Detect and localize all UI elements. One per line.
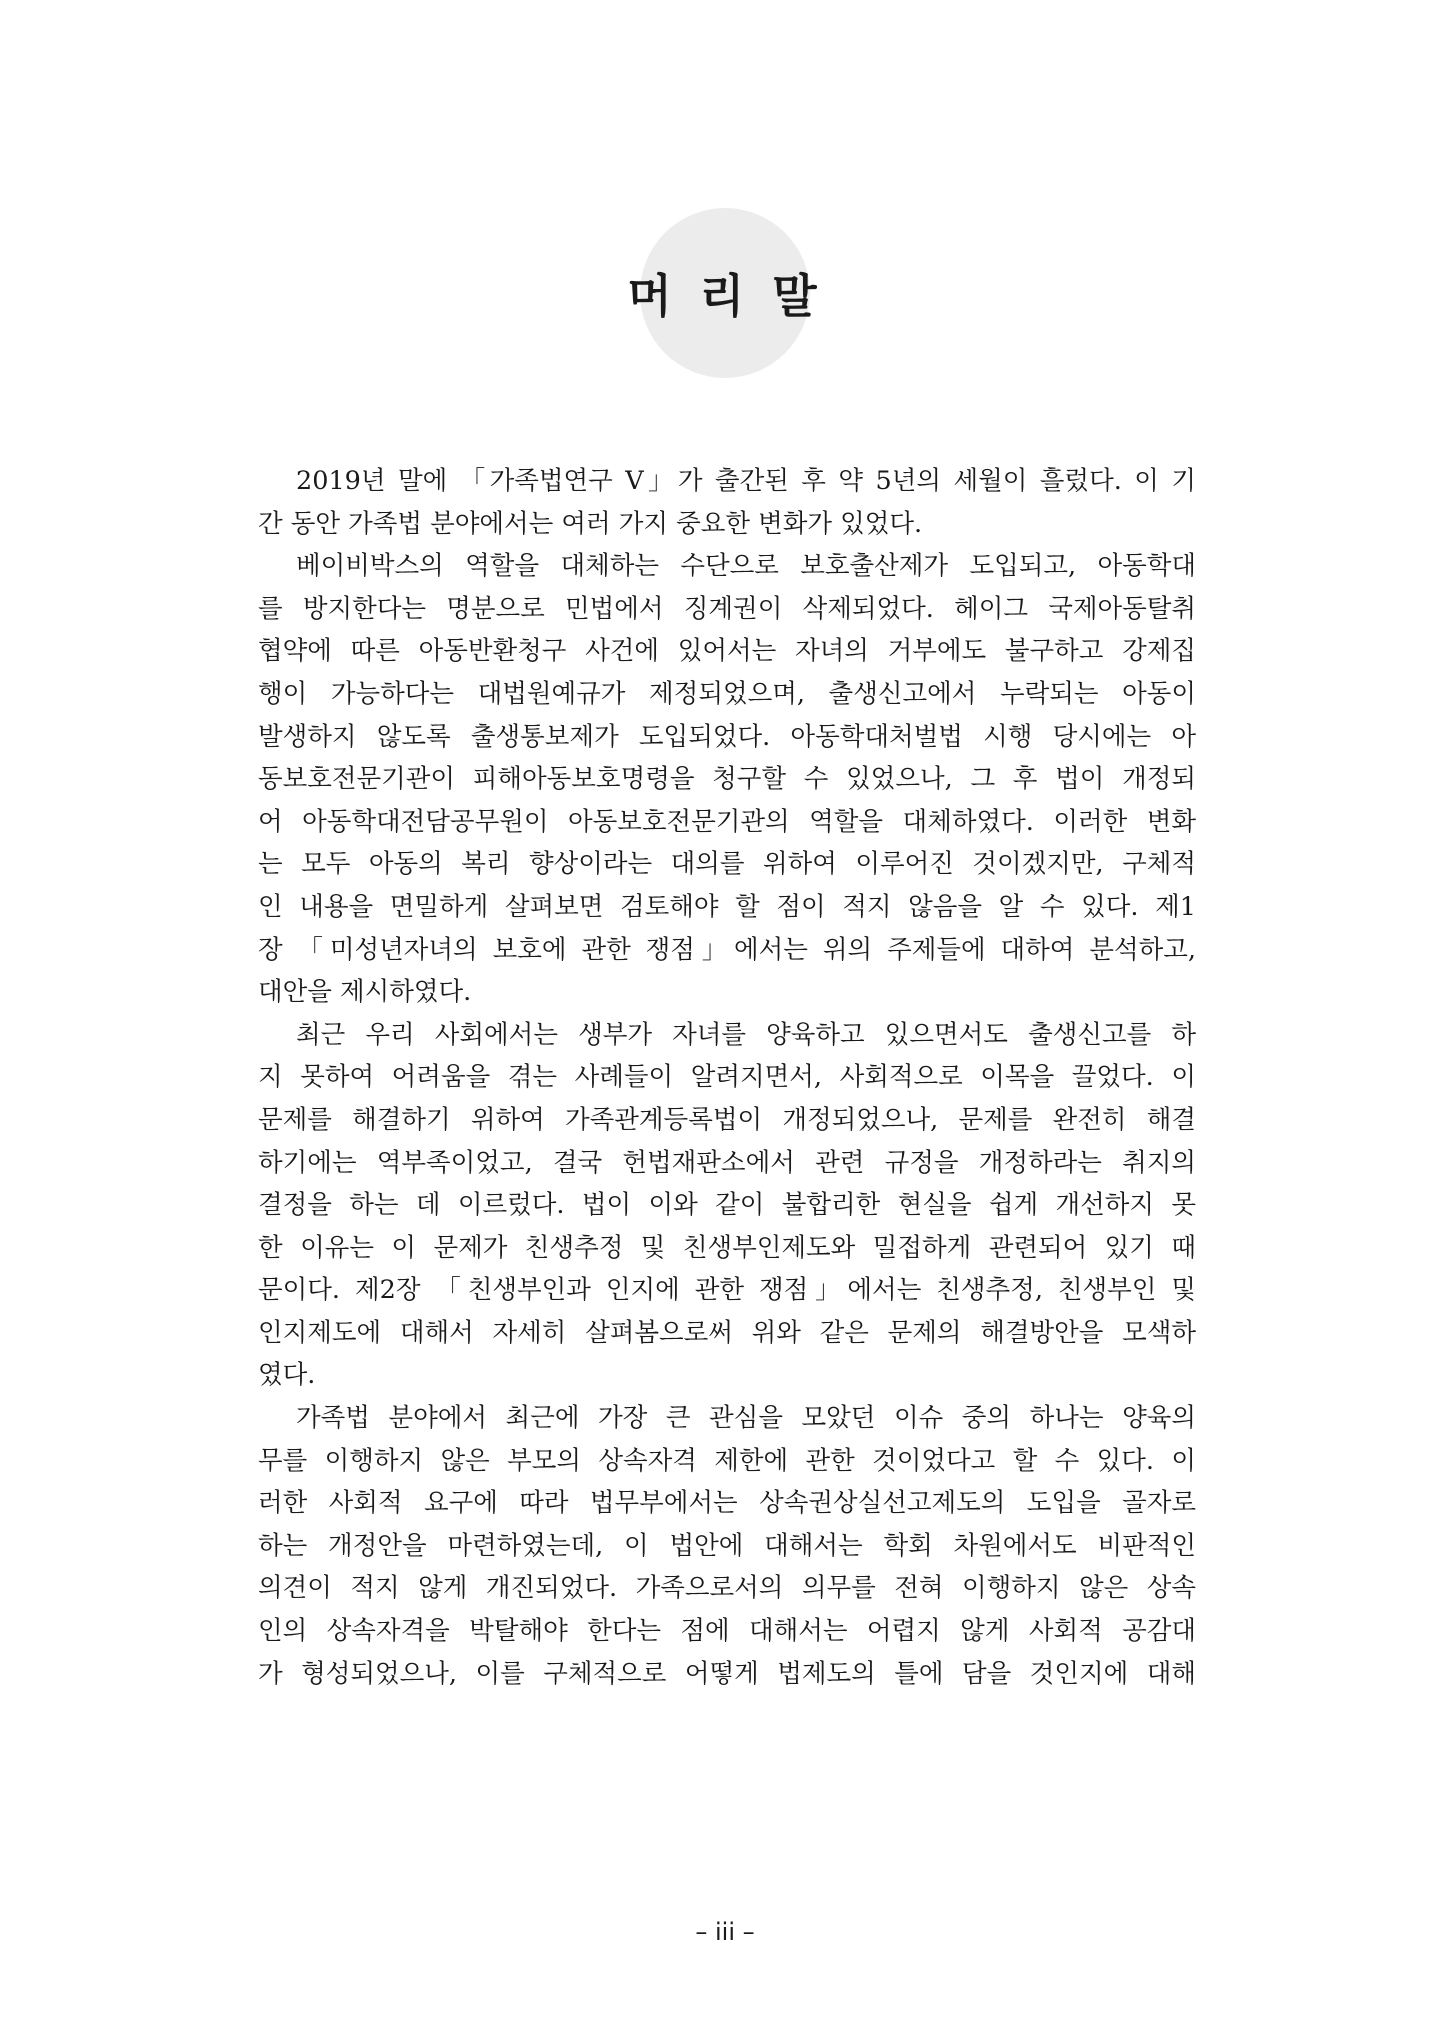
text-line: 무를 이행하지 않은 부모의 상속자격 제한에 관한 것이었다고 할 수 있다. 이 [258,1445,1196,1476]
text-line: 인지제도에 대해서 자세히 살펴봄으로써 위와 같은 문제의 해결방안을 모색하 [258,1317,1196,1348]
text-line: 문이다. 제2장 「친생부인과 인지에 관한 쟁점」에서는 친생추정, 친생부인 및 [258,1275,1196,1306]
title-circle [627,208,823,378]
text-line: 대안을 제시하였다. [258,977,472,1008]
text-line: 하는 개정안을 마련하였는데, 이 법안에 대해서는 학회 차원에서도 비판적인 [258,1530,1196,1561]
text-line: 행이 가능하다는 대법원예규가 제정되었으며, 출생신고에서 누락되는 아동이 [258,678,1196,709]
text-line: 베이비박스의 역할을 대체하는 수단으로 보호출산제가 도입되고, 아동학대 [296,551,1196,582]
text-line: 인 내용을 면밀하게 살펴보면 검토해야 할 점이 적지 않음을 알 수 있다. 제1 [258,891,1196,922]
text-line: 어 아동학대전담공무원이 아동보호전문기관의 역할을 대체하였다. 이러한 변화 [258,806,1196,837]
text-line: 장 「미성년자녀의 보호에 관한 쟁점」에서는 위의 주제들에 대하여 분석하고, [258,934,1196,965]
text-line: 였다. [258,1360,316,1391]
paragraph [258,460,1196,545]
body-text [258,460,1196,1695]
text-line: 가 형성되었으나, 이를 구체적으로 어떻게 법제도의 틀에 담을 것인지에 대해 [258,1658,1196,1689]
text-line: 문제를 해결하기 위하여 가족관계등록법이 개정되었으나, 문제를 완전히 해결 [258,1104,1196,1135]
text-line: 하기에는 역부족이었고, 결국 헌법재판소에서 관련 규정을 개정하라는 취지의 [258,1147,1196,1178]
text-line: 발생하지 않도록 출생통보제가 도입되었다. 아동학대처벌법 시행 당시에는 아 [258,721,1196,752]
text-line: 한 이유는 이 문제가 친생추정 및 친생부인제도와 밀접하게 관련되어 있기 때 [258,1232,1196,1263]
text-line: 2019년 말에 「가족법연구 V」가 출간된 후 약 5년의 세월이 흘렀다. 이 기 [296,466,1196,496]
page-number: – iii – [695,1918,755,1946]
text-line: 간 동안 가족법 분야에서는 여러 가지 중요한 변화가 있었다. [258,508,923,539]
text-line: 러한 사회적 요구에 따라 법무부에서는 상속권상실선고제도의 도입을 골자로 [258,1488,1196,1519]
paragraph [258,545,1196,1014]
text-line: 의견이 적지 않게 개진되었다. 가족으로서의 의무를 전혀 이행하지 않은 상속 [258,1573,1196,1604]
paragraph [258,1014,1196,1397]
text-line: 인의 상속자격을 박탈해야 한다는 점에 대해서는 어렵지 않게 사회적 공감대 [258,1616,1196,1647]
page-title: 머 리 말 [627,269,823,323]
text-line: 가족법 분야에서 최근에 가장 큰 관심을 모았던 이슈 중의 하나는 양육의 [296,1403,1196,1434]
text-line: 는 모두 아동의 복리 향상이라는 대의를 위하여 이루어진 것이겠지만, 구체적 [258,849,1196,880]
text-line: 를 방지한다는 명분으로 민법에서 징계권이 삭제되었다. 헤이그 국제아동탈취 [258,593,1196,624]
paragraph [258,1397,1196,1695]
text-line: 최근 우리 사회에서는 생부가 자녀를 양육하고 있으면서도 출생신고를 하 [296,1019,1196,1050]
text-line: 결정을 하는 데 이르렀다. 법이 이와 같이 불합리한 현실을 쉽게 개선하지 못 [258,1190,1196,1221]
text-line: 지 못하여 어려움을 겪는 사례들이 알려지면서, 사회적으로 이목을 끌었다. 이 [258,1062,1196,1093]
text-line: 동보호전문기관이 피해아동보호명령을 청구할 수 있었으나, 그 후 법이 개정되 [258,764,1196,795]
text-line: 협약에 따른 아동반환청구 사건에 있어서는 자녀의 거부에도 불구하고 강제집 [258,636,1196,667]
